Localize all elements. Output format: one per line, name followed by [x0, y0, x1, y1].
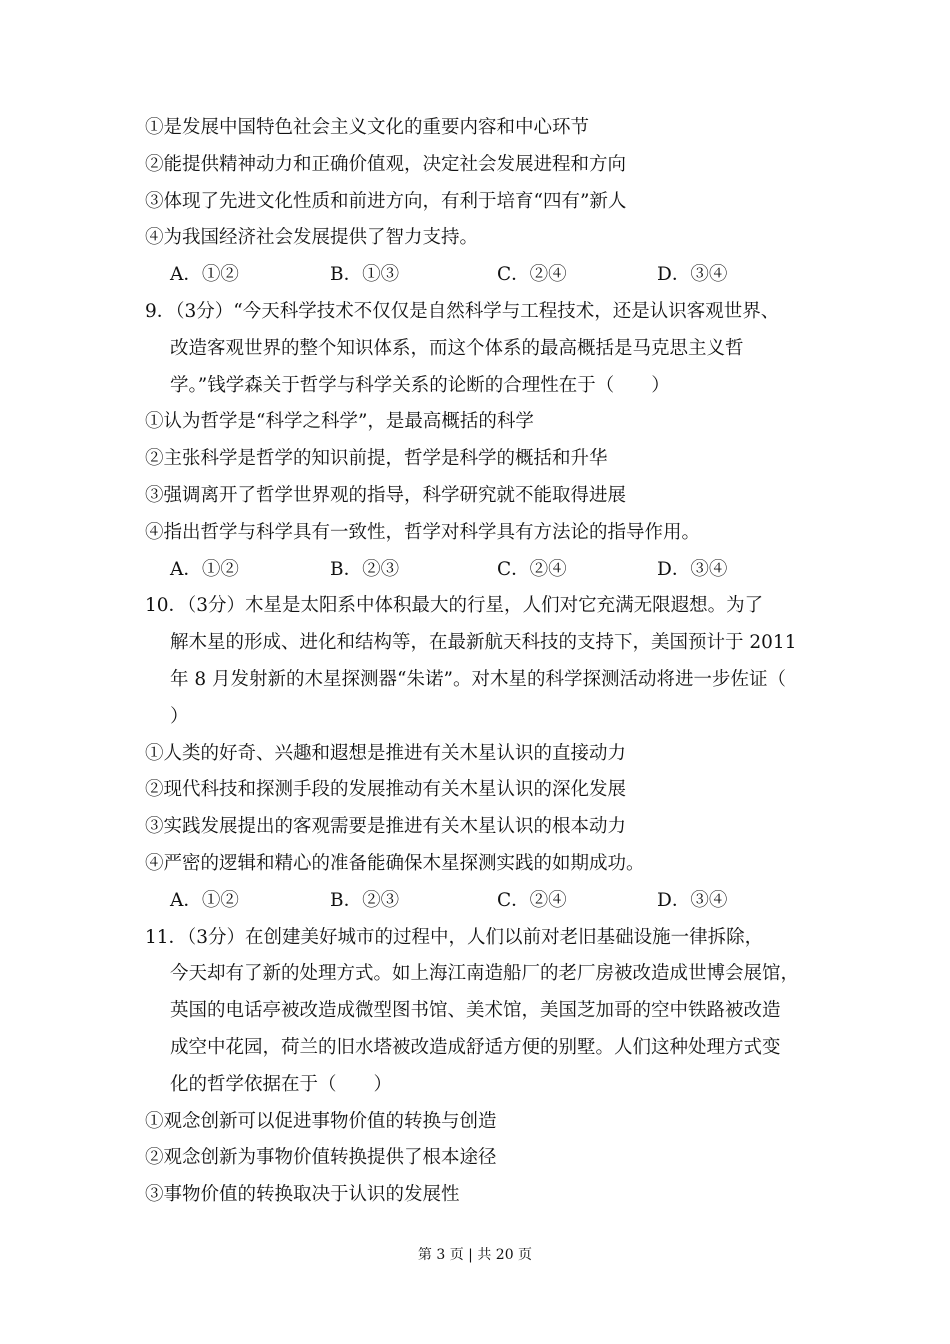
- question-stem-line: 化的哲学依据在于（ ）: [170, 1073, 393, 1095]
- statement-option: ①是发展中国特色社会主义文化的重要内容和中心环节: [145, 117, 590, 138]
- question-stem-line: 改造客观世界的整个知识体系，而这个体系的最高概括是马克思主义哲: [170, 337, 744, 359]
- question-stem-line: 学。”钱学森关于哲学与科学关系的论断的合理性在于（ ）: [170, 374, 670, 396]
- question-stem-line: ）: [170, 705, 189, 727]
- question-stem-line: 成空中花园，荷兰的旧水塔被改造成舒适方便的别墅。人们这种处理方式变: [170, 1036, 781, 1058]
- statement-option: ④指出哲学与科学具有一致性，哲学对科学具有方法论的指导作用。: [145, 521, 701, 543]
- question-stem-line: 英国的电话亭被改造成微型图书馆、美术馆，美国芝加哥的空中铁路被改造: [170, 1000, 781, 1022]
- answer-choice: A．①②: [170, 889, 239, 911]
- statement-option: ①认为哲学是“科学之科学”，是最高概括的科学: [145, 411, 534, 433]
- statement-option: ③事物价值的转换取决于认识的发展性: [145, 1184, 460, 1206]
- answer-choice: D．③④: [657, 264, 728, 286]
- answer-choices: [145, 883, 845, 920]
- answer-choice: C．②④: [497, 264, 567, 286]
- page-footer: 第 3 页 | 共 20 页: [417, 1247, 533, 1263]
- page-content: [145, 110, 845, 1214]
- statement-option: ①人类的好奇、兴趣和遐想是推进有关木星认识的直接动力: [145, 742, 627, 764]
- answer-choice: C．②④: [497, 558, 567, 580]
- answer-choice: B．②③: [330, 558, 400, 580]
- answer-choice: A．①②: [170, 264, 239, 286]
- statement-option: ②观念创新为事物价值转换提供了根本途径: [145, 1147, 497, 1169]
- statement-option: ②主张科学是哲学的知识前提，哲学是科学的概括和升华: [145, 448, 608, 470]
- question-stem-line: 9．（3分）“今天科学技术不仅仅是自然科学与工程技术，还是认识客观世界、: [145, 300, 780, 322]
- statement-option: ③体现了先进文化性质和前进方向，有利于培育“四有”新人: [145, 190, 627, 212]
- statement-option: ①观念创新可以促进事物价值的转换与创造: [145, 1110, 497, 1132]
- answer-choice: A．①②: [170, 558, 239, 580]
- answer-choice: B．①③: [330, 264, 400, 286]
- statement-option: ③实践发展提出的客观需要是推进有关木星认识的根本动力: [145, 816, 627, 838]
- answer-choice: C．②④: [497, 889, 567, 911]
- question-stem-line: 解木星的形成、进化和结构等，在最新航天科技的支持下，美国预计于 2011: [170, 632, 797, 654]
- statement-option: ②现代科技和探测手段的发展推动有关木星认识的深化发展: [145, 779, 627, 801]
- answer-choices: [145, 552, 845, 589]
- question-stem-line: 10．（3分）木星是太阳系中体积最大的行星，人们对它充满无限遐想。为了: [145, 595, 764, 617]
- statement-option: ④为我国经济社会发展提供了智力支持。: [145, 227, 479, 249]
- statement-option: ③强调离开了哲学世界观的指导，科学研究就不能取得进展: [145, 484, 627, 506]
- answer-choice: D．③④: [657, 558, 728, 580]
- answer-choice: B．②③: [330, 889, 400, 911]
- statement-option: ②能提供精神动力和正确价值观，决定社会发展进程和方向: [145, 153, 627, 175]
- question-stem-line: 今天却有了新的处理方式。如上海江南造船厂的老厂房被改造成世博会展馆，: [170, 963, 800, 985]
- question-stem-line: 年 8 月发射新的木星探测器“朱诺”。对木星的科学探测活动将进一步佐证（: [170, 668, 786, 690]
- answer-choice: D．③④: [657, 889, 728, 911]
- statement-option: ④严密的逻辑和精心的准备能确保木星探测实践的如期成功。: [145, 852, 645, 874]
- answer-choices: [145, 257, 845, 294]
- question-stem-line: 11．（3分）在创建美好城市的过程中，人们以前对老旧基础设施一律拆除，: [145, 926, 764, 948]
